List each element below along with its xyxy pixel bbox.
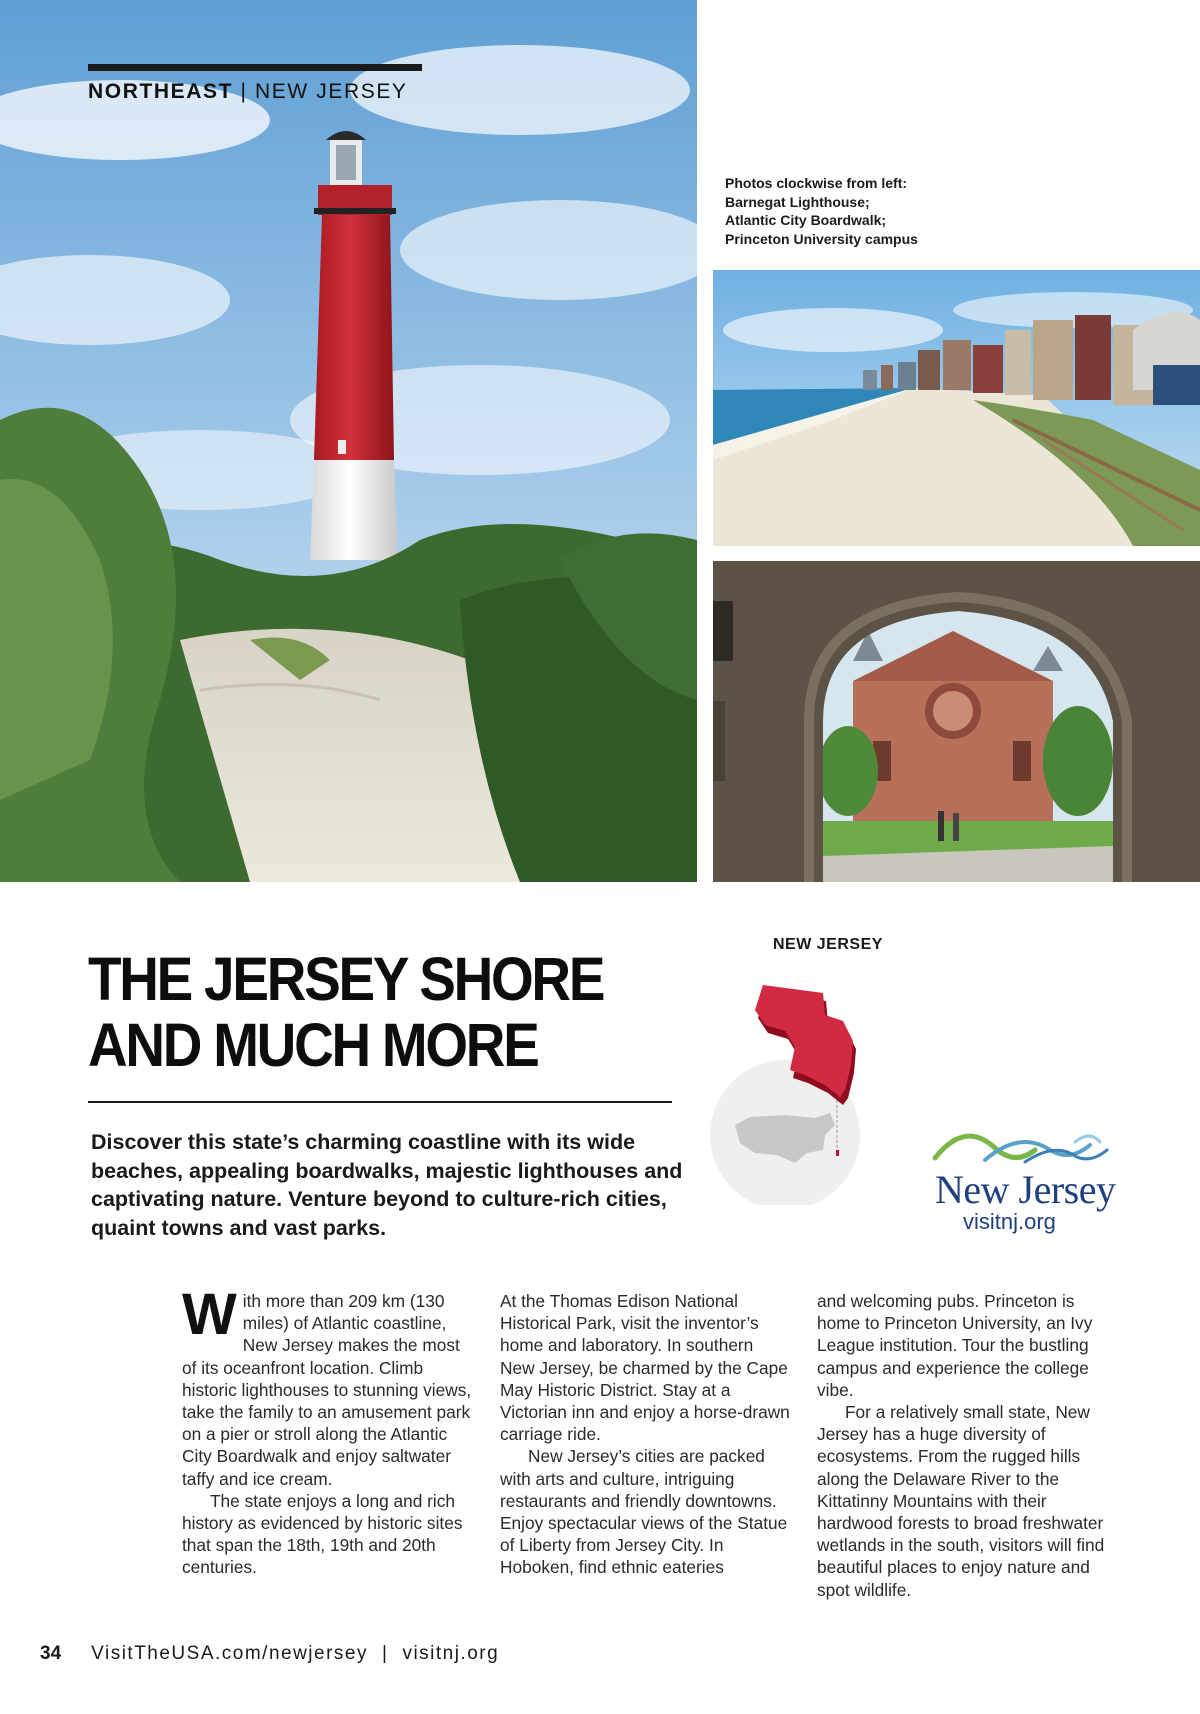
region-name: NORTHEAST — [88, 80, 234, 103]
body-paragraph — [182, 1282, 474, 1490]
body-paragraph: The state enjoys a long and rich history as evidenced by historic sites that span the 18th, 19th and 20th centuries. — [182, 1490, 463, 1578]
photo-caption — [725, 174, 1055, 248]
caption-line: Photos clockwise from left: — [725, 175, 908, 191]
body-column-3 — [817, 1290, 1109, 1601]
section-rule — [88, 64, 422, 71]
body-paragraph: New Jersey’s cities are packed with arts and culture, intriguing restaurants and friendly downtowns. Enjoy spectacular views of the Statue of Liberty from Jersey City. In Hoboken, find ethnic eateries — [500, 1446, 788, 1578]
new-jersey-map — [695, 955, 895, 1205]
princeton-campus-photo — [713, 561, 1200, 882]
page-footer — [40, 1643, 499, 1665]
footer-separator: | — [382, 1643, 389, 1664]
barnegat-lighthouse-photo — [0, 0, 697, 882]
caption-line: Atlantic City Boardwalk; — [725, 212, 887, 228]
headline-line-1: THE JERSEY SHORE — [88, 945, 604, 1013]
headline-line-2: AND MUCH MORE — [88, 1011, 538, 1079]
state-name: NEW JERSEY — [255, 80, 408, 103]
section-label — [88, 80, 408, 104]
headline-rule — [88, 1101, 672, 1103]
footer-url-link[interactable]: VisitTheUSA.com/newjersey — [91, 1643, 368, 1664]
map-label: NEW JERSEY — [773, 936, 883, 953]
caption-line: Barnegat Lighthouse; — [725, 193, 870, 210]
logo-wordmark: New Jersey — [935, 1167, 1116, 1212]
deck-text: Discover this state’s charming coastline with its wide beaches, appealing boardwalks, majestic lighthouses and captivating nature. Venture beyond to culture-rich cities, quaint towns and vast parks. — [91, 1130, 683, 1240]
footer-url-link[interactable]: visitnj.org — [402, 1643, 500, 1664]
caption-line: Princeton University campus — [725, 230, 918, 247]
headline — [88, 946, 603, 1078]
body-column-1 — [182, 1282, 474, 1579]
atlantic-city-boardwalk-photo — [713, 270, 1200, 546]
paragraph-text: ith more than 209 km (130 miles) of Atlantic coastline, New Jersey makes the most of its oceanfront location. Climb historic lighthouses to stunning views, take the family to an amusement park on a pier or stroll along the Atlantic City Boardwalk and enjoy saltwater taffy and ice cream. — [182, 1291, 472, 1489]
body-paragraph: For a relatively small state, New Jersey has a huge diversity of ecosystems. From the rugged hills along the Delaware River to the Kittatinny Mountains with their hardwood forests to broad freshwater wetlands in the south, visitors will find beautiful places to enjoy nature and spot wildlife. — [817, 1402, 1105, 1600]
body-paragraph: and welcoming pubs. Princeton is home to Princeton University, an Ivy League institution. Tour the bustling campus and experience the college vibe. — [817, 1291, 1093, 1400]
body-column-2 — [500, 1290, 792, 1579]
logo-url: visitnj.org — [963, 1209, 1056, 1234]
section-separator: | — [240, 80, 248, 103]
page-number: 34 — [40, 1643, 62, 1664]
body-paragraph: At the Thomas Edison National Historical Park, visit the inventor’s home and laboratory. In southern New Jersey, be charmed by the Cape May Historic District. Stay at a Victorian inn and enjoy a horse-drawn carriage ride. — [500, 1291, 790, 1445]
drop-cap: W — [182, 1282, 237, 1347]
